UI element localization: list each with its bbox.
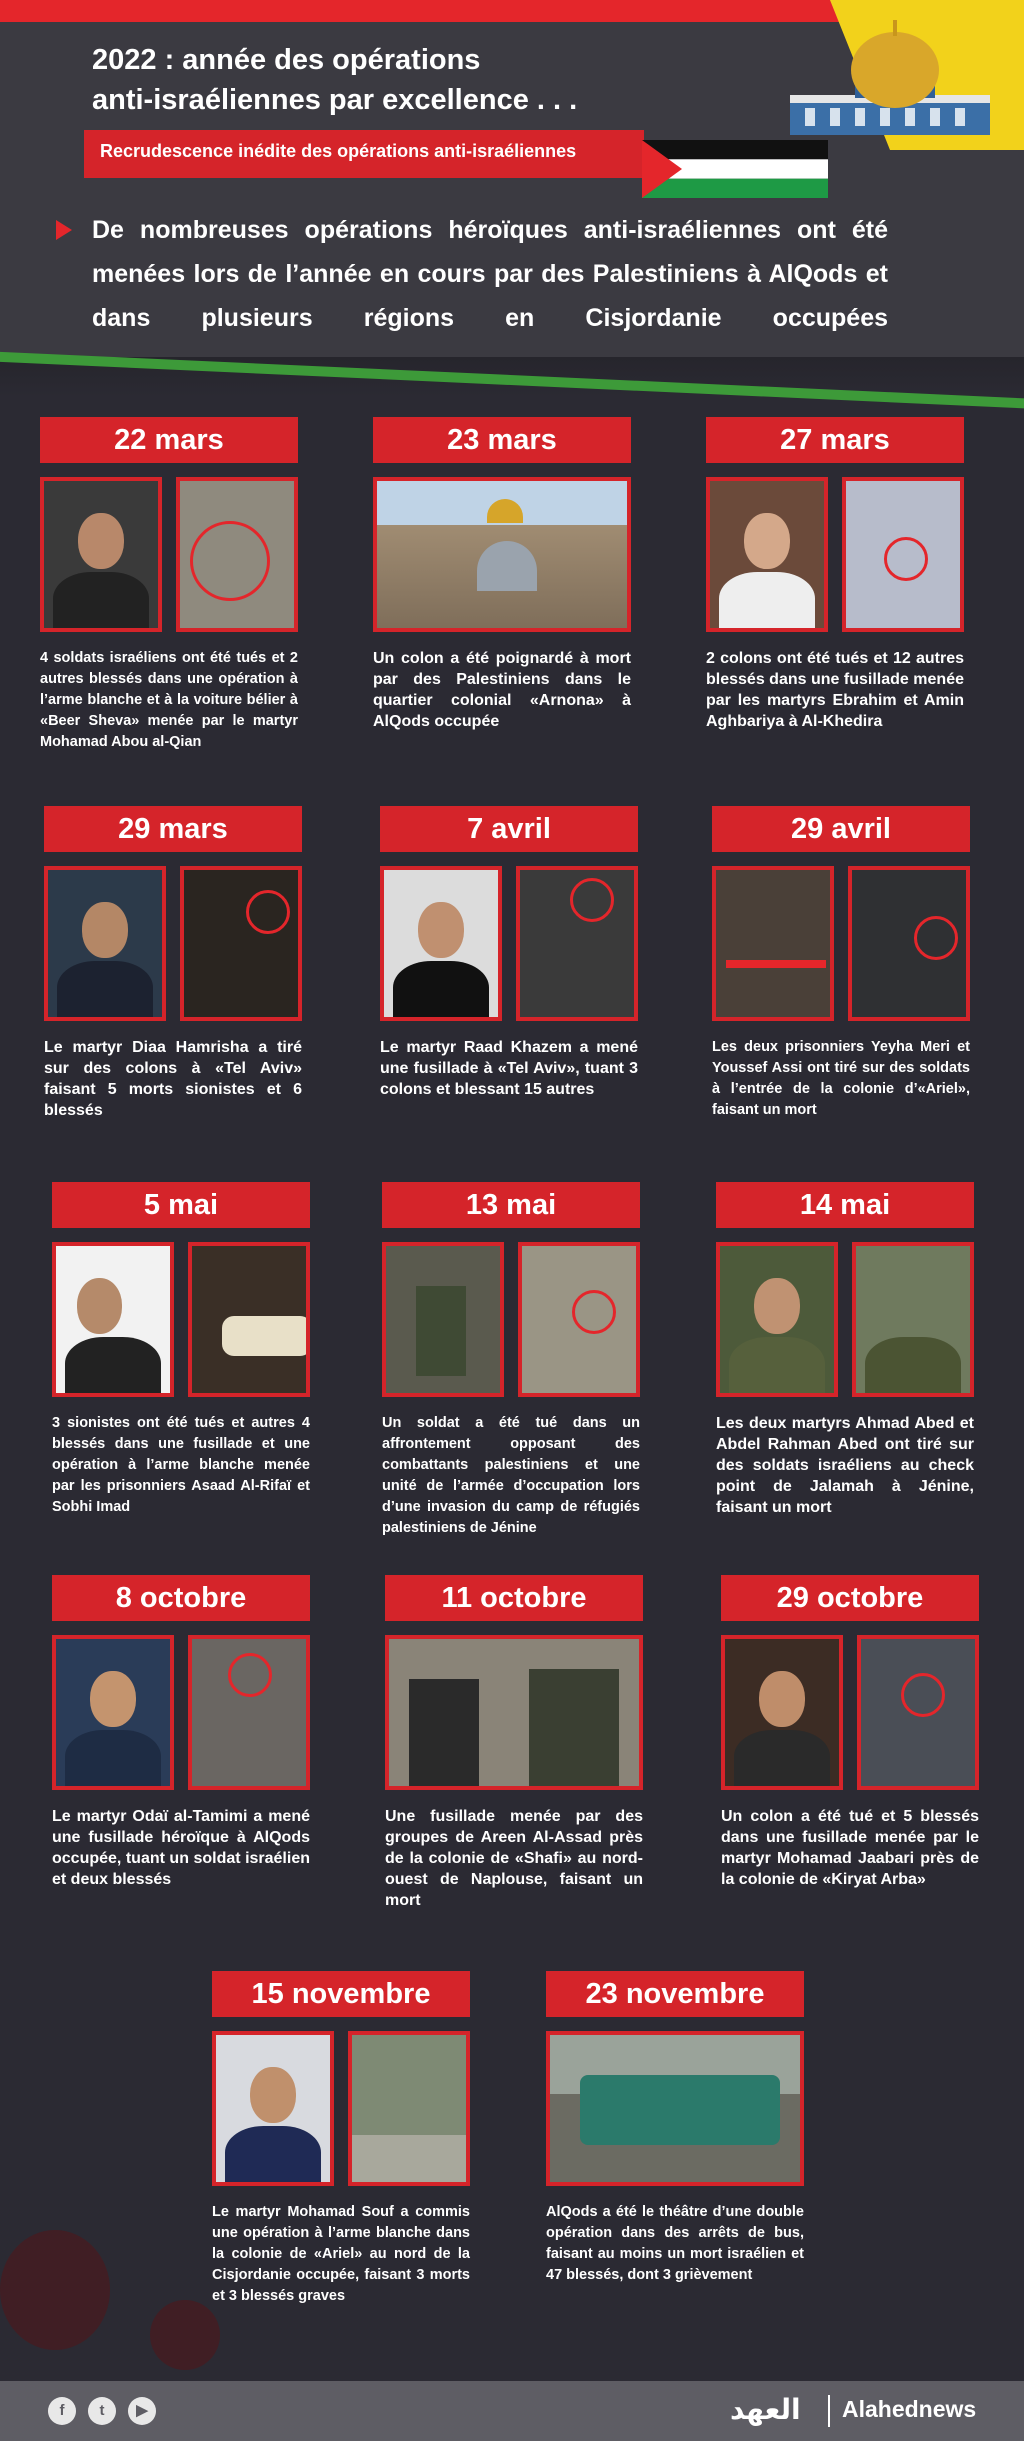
event-photos: [212, 2031, 470, 2186]
event-photo: [52, 1635, 174, 1790]
event-card: [706, 417, 964, 732]
brand-name[interactable]: Alahednews: [842, 2396, 977, 2422]
event-card: [52, 1182, 310, 1518]
event-photo: [721, 1635, 843, 1790]
blood-splat-decoration: [150, 2300, 220, 2370]
event-description: Le martyr Mohamad Souf a commis une opération à l’arme blanche dans la colonie de «Ariel» au nord de la Cisjordanie occupée, faisant 3 morts et 3 blessés graves: [212, 2204, 470, 2304]
event-date: 15 novembre: [212, 1971, 470, 2017]
event-photo: [348, 2031, 470, 2186]
event-photo: [44, 866, 166, 1021]
event-date: 23 novembre: [546, 1971, 804, 2017]
event-description: Les deux martyrs Ahmad Abed et Abdel Rahman Abed ont tiré sur des soldats israéliens au check point de Jalamah à Jénine, faisant un mort: [716, 1415, 974, 1516]
event-description: Un colon a été poignardé à mort par des Palestiniens dans le quartier colonial «Arnona» à AlQods occupée: [373, 650, 631, 730]
event-photo: [188, 1635, 310, 1790]
event-description: 3 sionistes ont été tués et autres 4 blessés dans une fusillade et une opération à l’arme blanche menée par les prisonniers Asaad Al-Rifaï et Sobhi Imad: [52, 1415, 310, 1515]
event-photo: [212, 2031, 334, 2186]
blood-splat-decoration: [0, 2230, 110, 2350]
event-photos: [44, 866, 302, 1021]
event-photos: [40, 477, 298, 632]
event-card: [546, 1971, 804, 2286]
event-photo: [385, 1635, 643, 1790]
brand-logo-arabic: العهد: [730, 2393, 801, 2426]
event-photos: [546, 2031, 804, 2186]
event-photo: [380, 866, 502, 1021]
event-photo: [382, 1242, 504, 1397]
event-date: 23 mars: [373, 417, 631, 463]
youtube-icon[interactable]: ▶: [128, 2397, 156, 2425]
event-description: Les deux prisonniers Yeyha Meri et Youssef Assi ont tiré sur des soldats à l’entrée de la colonie d’«Ariel», faisant un mort: [712, 1039, 970, 1118]
event-date: 8 octobre: [52, 1575, 310, 1621]
subtitle: Recrudescence inédite des opérations anti-israéliennes: [100, 141, 577, 161]
event-description: Le martyr Raad Khazem a mené une fusillade à «Tel Aviv», tuant 3 colons et blessant 15 autres: [380, 1039, 638, 1098]
event-photos: [373, 477, 631, 632]
event-date: 11 octobre: [385, 1575, 643, 1621]
intro-text: De nombreuses opérations héroïques anti-israéliennes ont été menées lors de l’année en cours par des Palestiniens à AlQods et dans plusieurs régions en Cisjordanie occupées: [92, 216, 888, 332]
event-card: [380, 806, 638, 1100]
event-description: Un soldat a été tué dans un affrontement opposant des combattants palestiniens et une unité de l’armée d’occupation lors d’une invasion du camp de réfugiés palestiniens de Jénine: [382, 1415, 640, 1536]
event-photos: [382, 1242, 640, 1397]
event-card: [712, 806, 970, 1121]
event-photos: [721, 1635, 979, 1790]
event-photo: [706, 477, 828, 632]
footer: [0, 2381, 1024, 2441]
event-photos: [380, 866, 638, 1021]
event-date: 29 mars: [44, 806, 302, 852]
twitter-icon[interactable]: t: [88, 2397, 116, 2425]
dome-of-the-rock-image: [770, 0, 1024, 150]
event-photo: [716, 1242, 838, 1397]
title-line-2: anti-israéliennes par excellence . . .: [92, 84, 578, 116]
event-card: [721, 1575, 979, 1890]
event-card: [385, 1575, 643, 1911]
event-photo: [546, 2031, 804, 2186]
event-photos: [385, 1635, 643, 1790]
event-photo: [176, 477, 298, 632]
event-photo: [52, 1242, 174, 1397]
event-photo: [712, 866, 834, 1021]
event-description: Le martyr Odaï al-Tamimi a mené une fusillade héroïque à AlQods occupée, tuant un soldat israélien et deux blessés: [52, 1808, 310, 1888]
title-line-1: 2022 : année des opérations: [92, 44, 481, 76]
event-photos: [52, 1635, 310, 1790]
event-description: 4 soldats israéliens ont été tués et 2 autres blessés dans une opération à l’arme blanche et à la voiture bélier à «Beer Sheva» menée par le martyr Mohamad Abou al-Qian: [40, 650, 298, 750]
page-title: [92, 40, 652, 120]
event-photo: [848, 866, 970, 1021]
event-date: 29 avril: [712, 806, 970, 852]
event-date: 14 mai: [716, 1182, 974, 1228]
brand-separator: [828, 2395, 830, 2427]
event-photo: [516, 866, 638, 1021]
event-description: Un colon a été tué et 5 blessés dans une fusillade menée par le martyr Mohamad Jaabari près de la colonie de «Kiryat Arba»: [721, 1808, 979, 1888]
event-date: 7 avril: [380, 806, 638, 852]
event-photos: [706, 477, 964, 632]
event-photo: [852, 1242, 974, 1397]
event-photo: [373, 477, 631, 632]
event-photos: [716, 1242, 974, 1397]
event-description: AlQods a été le théâtre d’une double opération dans des arrêts de bus, faisant au moins un mort israélien et 47 blessés, dont 3 grièvement: [546, 2204, 804, 2283]
palestinian-flag-icon: [642, 140, 828, 198]
event-card: [52, 1575, 310, 1890]
event-photos: [52, 1242, 310, 1397]
event-photo: [518, 1242, 640, 1397]
event-card: [373, 417, 631, 732]
event-date: 29 octobre: [721, 1575, 979, 1621]
facebook-icon[interactable]: f: [48, 2397, 76, 2425]
event-date: 22 mars: [40, 417, 298, 463]
event-date: 5 mai: [52, 1182, 310, 1228]
event-photo: [188, 1242, 310, 1397]
event-description: Une fusillade menée par des groupes de Areen Al-Assad près de la colonie de «Shafi» au nord-ouest de Naplouse, faisant un mort: [385, 1808, 643, 1909]
event-description: Le martyr Diaa Hamrisha a tiré sur des colons à «Tel Aviv» faisant 5 morts sionistes et 6 blessés: [44, 1039, 302, 1119]
event-card: [716, 1182, 974, 1518]
event-card: [212, 1971, 470, 2307]
event-date: 13 mai: [382, 1182, 640, 1228]
event-photo: [857, 1635, 979, 1790]
event-photos: [712, 866, 970, 1021]
event-card: [382, 1182, 640, 1539]
event-photo: [40, 477, 162, 632]
event-date: 27 mars: [706, 417, 964, 463]
event-description: 2 colons ont été tués et 12 autres blessés dans une fusillade menée par les martyrs Ebrahim et Amin Aghbariya à Al-Khedira: [706, 650, 964, 730]
bullet-arrow-icon: [56, 220, 72, 240]
event-card: [40, 417, 298, 753]
event-photo: [180, 866, 302, 1021]
event-photo: [842, 477, 964, 632]
event-card: [44, 806, 302, 1121]
